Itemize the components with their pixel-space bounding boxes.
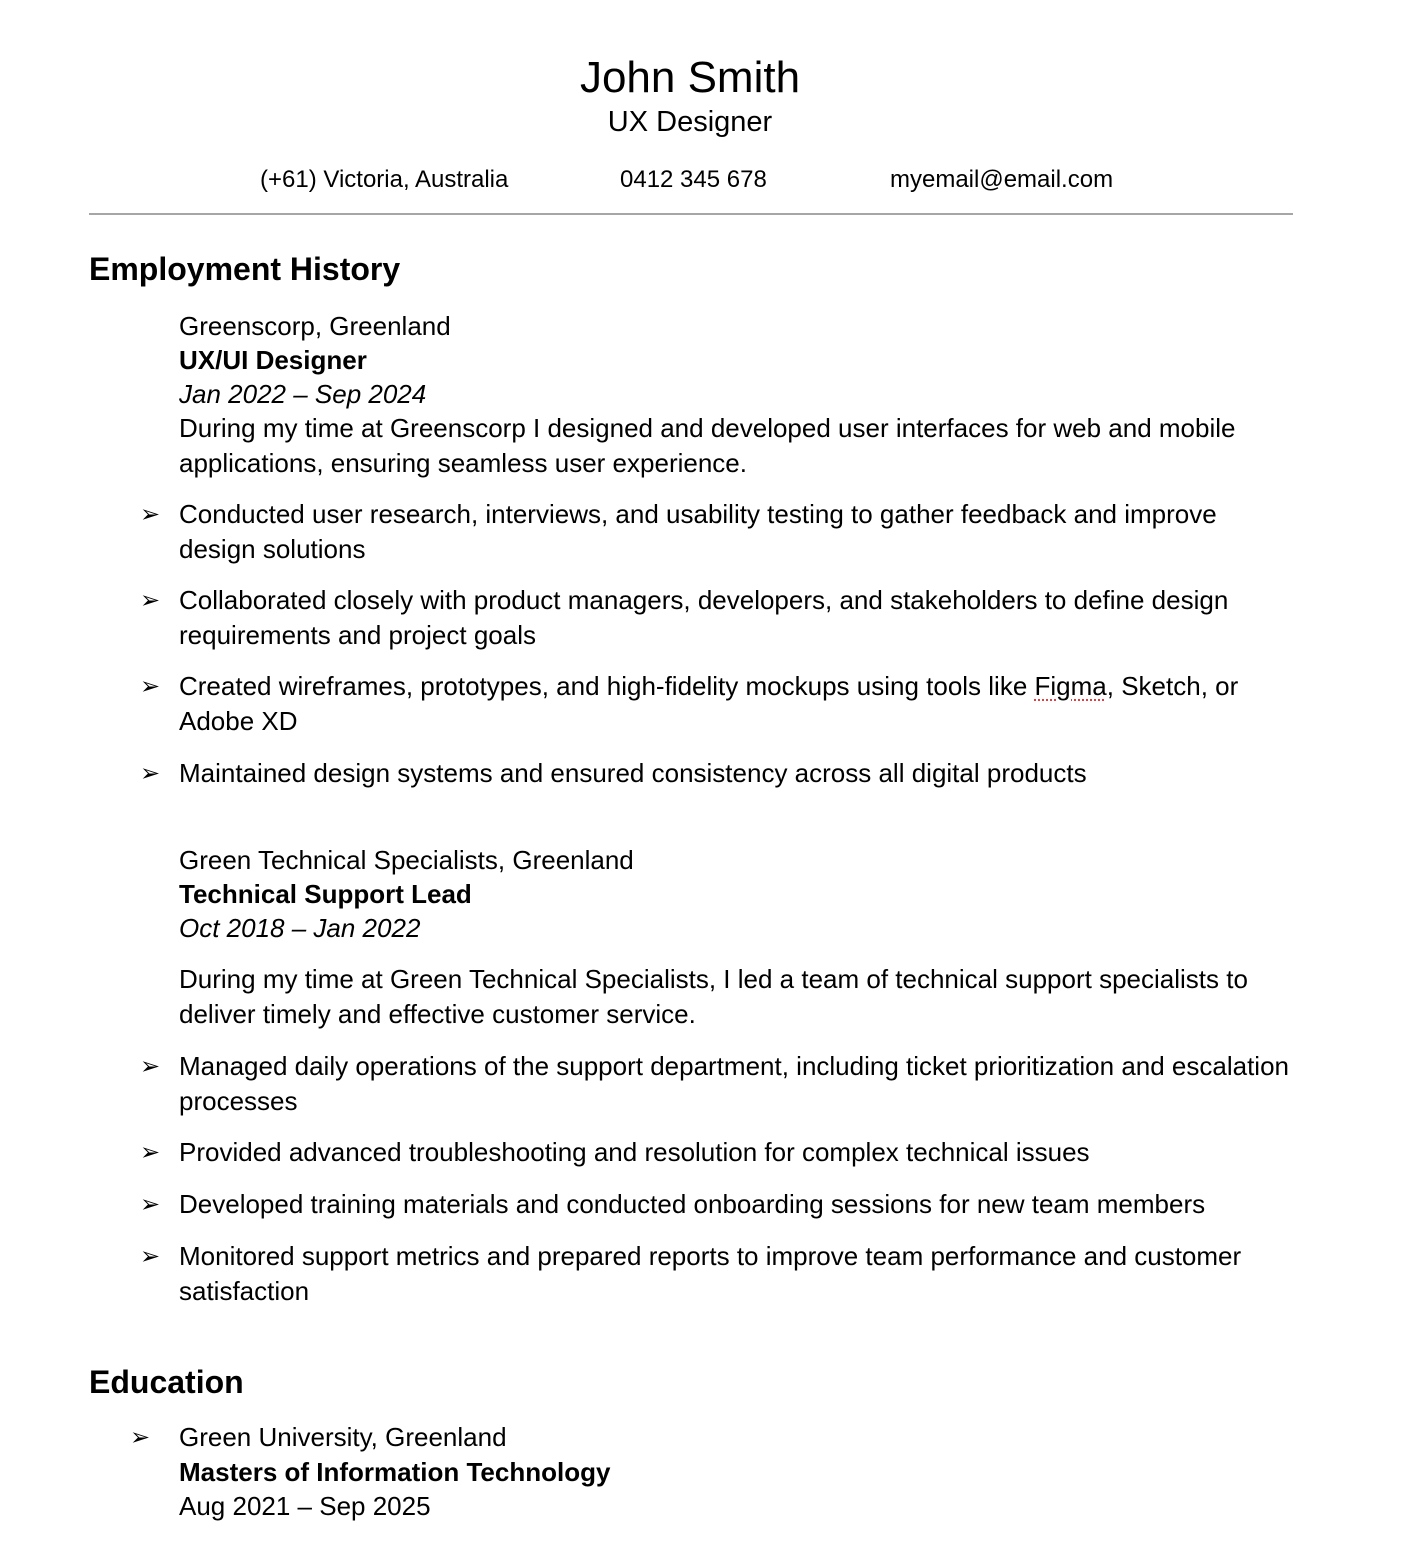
job-bullet [140, 1187, 1300, 1222]
candidate-name: John Smith [579, 53, 801, 102]
job-position: UX/UI Designer [179, 345, 367, 375]
job-bullet-text: Maintained design systems and ensured consistency across all digital products [179, 758, 1087, 788]
job-bullet [140, 583, 1300, 652]
job-bullet [140, 756, 1300, 791]
job-company: Greenscorp, Greenland [179, 311, 451, 341]
arrow-bullet-icon: ➢ [130, 1423, 151, 1451]
job-position: Technical Support Lead [179, 879, 472, 909]
arrow-bullet-icon: ➢ [140, 1052, 161, 1080]
job-summary: During my time at Green Technical Specialists, I led a team of technical support specialists to deliver timely and effective customer service. [179, 964, 1248, 1029]
job-company: Green Technical Specialists, Greenland [179, 845, 634, 875]
contact-email: myemail@email.com [890, 166, 1114, 193]
spellcheck-word-figma[interactable]: Figma [1034, 671, 1107, 701]
job-bullet [140, 669, 1300, 738]
employment-history-heading: Employment History [89, 251, 401, 287]
header-divider [89, 213, 1293, 215]
job-bullet-text [179, 669, 1300, 738]
job-bullet-text-start: Created wireframes, prototypes, and high-fidelity mockups using tools like [179, 671, 1035, 701]
contact-phone: 0412 345 678 [620, 166, 767, 193]
arrow-bullet-icon: ➢ [140, 1242, 161, 1270]
education-degree: Masters of Information Technology [179, 1457, 611, 1487]
education-heading: Education [89, 1364, 244, 1400]
arrow-bullet-icon: ➢ [140, 672, 161, 700]
job-bullet [140, 1239, 1300, 1308]
job-bullet-text-end: , Sketch, or Adobe XD [179, 671, 1239, 736]
job-bullet-text: Provided advanced troubleshooting and resolution for complex technical issues [179, 1137, 1090, 1167]
candidate-title: UX Designer [607, 106, 773, 138]
arrow-bullet-icon: ➢ [140, 1138, 161, 1166]
education-entry [130, 1420, 1290, 1455]
job-dates: Jan 2022 – Sep 2024 [179, 379, 427, 409]
job-bullet-text: Managed daily operations of the support department, including ticket prioritization and escalation processes [179, 1051, 1290, 1116]
job-bullet-text: Monitored support metrics and prepared reports to improve team performance and customer satisfaction [179, 1241, 1242, 1306]
education-dates: Aug 2021 – Sep 2025 [179, 1491, 431, 1521]
job-summary: During my time at Greenscorp I designed and developed user interfaces for web and mobile applications, ensuring seamless user experience. [179, 413, 1236, 478]
arrow-bullet-icon: ➢ [140, 759, 161, 787]
arrow-bullet-icon: ➢ [140, 500, 161, 528]
contact-location: (+61) Victoria, Australia [260, 166, 509, 193]
job-bullet [140, 1049, 1300, 1118]
job-bullet [140, 1135, 1300, 1170]
job-bullet-text: Conducted user research, interviews, and usability testing to gather feedback and improve design solutions [179, 499, 1217, 564]
arrow-bullet-icon: ➢ [140, 1190, 161, 1218]
job-bullet [140, 497, 1300, 566]
education-institution: Green University, Greenland [179, 1422, 507, 1452]
job-bullet-text: Collaborated closely with product managers, developers, and stakeholders to define design requirements and project goals [179, 585, 1229, 650]
job-dates: Oct 2018 – Jan 2022 [179, 913, 421, 943]
job-bullet-text: Developed training materials and conducted onboarding sessions for new team members [179, 1189, 1206, 1219]
arrow-bullet-icon: ➢ [140, 586, 161, 614]
